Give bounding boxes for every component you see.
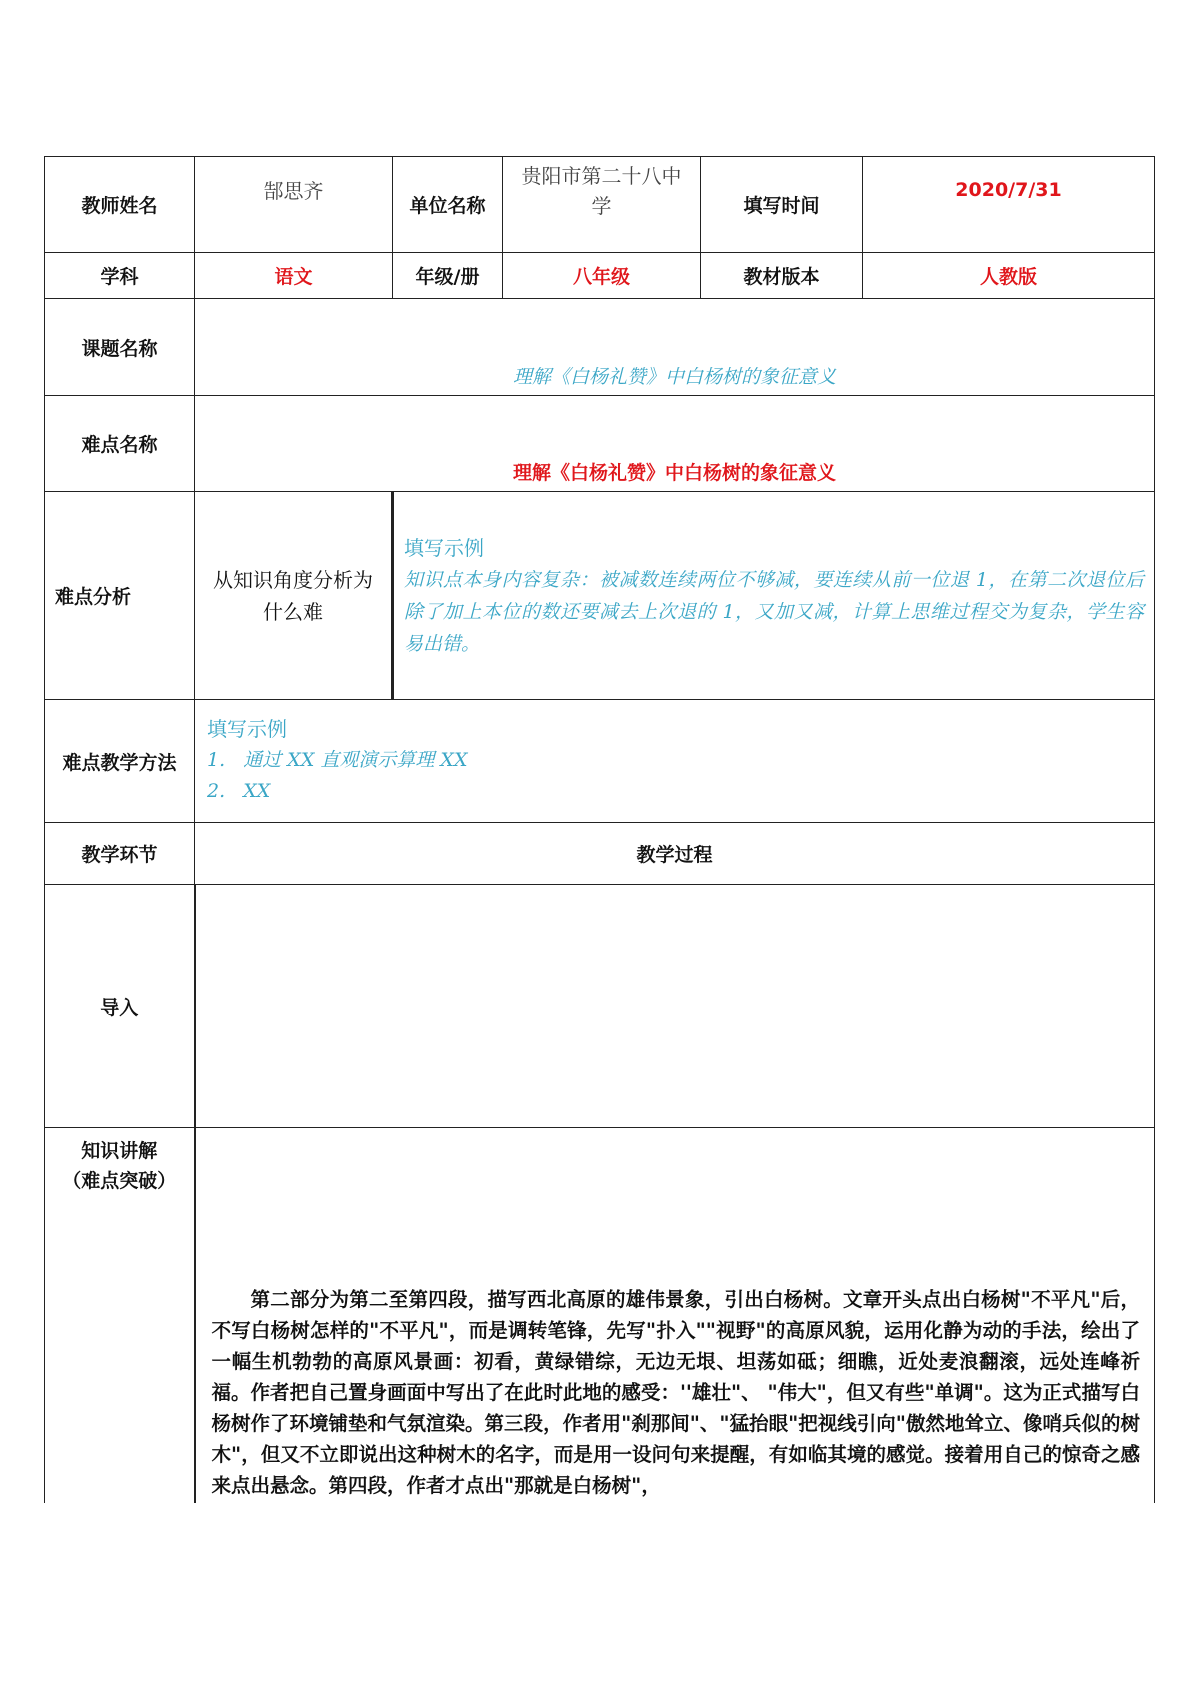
intro-label: 导入 bbox=[45, 885, 195, 1128]
analysis-row bbox=[45, 492, 1155, 700]
knowledge-label-cell bbox=[45, 1128, 195, 1503]
teacher-name-label: 教师姓名 bbox=[45, 157, 195, 253]
stage-label: 教学环节 bbox=[45, 823, 195, 885]
fill-date-label: 填写时间 bbox=[701, 157, 863, 253]
grade-value: 八年级 bbox=[503, 253, 701, 299]
method-row bbox=[45, 700, 1155, 823]
topic-row bbox=[45, 299, 1155, 396]
process-label: 教学过程 bbox=[195, 823, 1155, 885]
subject-value: 语文 bbox=[195, 253, 393, 299]
unit-name-value: 贵阳市第二十八中学 bbox=[503, 157, 701, 253]
knowledge-sub-label: （难点突破） bbox=[62, 1170, 177, 1192]
edition-value: 人教版 bbox=[863, 253, 1155, 299]
teacher-name-value: 郜思齐 bbox=[195, 157, 393, 253]
topic-label: 课题名称 bbox=[45, 299, 195, 396]
knowledge-content bbox=[195, 1128, 1155, 1503]
intro-content bbox=[195, 885, 1155, 1128]
knowledge-label: 知识讲解 bbox=[81, 1140, 158, 1162]
analysis-sub-label: 从知识角度分析为什么难 bbox=[195, 492, 393, 700]
knowledge-text: 第二部分为第二至第四段，描写西北高原的雄伟景象，引出白杨树。文章开头点出白杨树"不平凡"后，不写白杨树怎样的"不平凡"，而是调转笔锋，先写"扑入""视野"的高原风貌，运用化静为动的手法，绘出了一幅生机勃勃的高原风景画：初看，黄绿错综，无边无垠、坦荡如砥；细瞧，近处麦浪翻滚，远处连峰祈福。作者把自己置身画面中写出了在此时此地的感受：''雄壮"、 "伟大"，但又有些"单调"。这为正式描写白杨树作了环境铺垫和气氛渲染。第三段，作者用"刹那间"、"猛抬眼"把视线引向"傲然地耸立、像哨兵似的树木"，但又不立即说出这种树木的名字，而是用一设问句来提醒，有如临其境的感觉。接着用自己的惊奇之感来点出悬念。第四段，作者才点出"那就是白杨树"， bbox=[211, 1288, 1140, 1497]
process-header-row bbox=[45, 823, 1155, 885]
intro-row bbox=[45, 885, 1155, 1128]
method-label: 难点教学方法 bbox=[45, 700, 195, 823]
unit-name-label: 单位名称 bbox=[393, 157, 503, 253]
method-item-2: 2. XX bbox=[207, 780, 271, 802]
analysis-example-cell bbox=[393, 492, 1155, 700]
subject-label: 学科 bbox=[45, 253, 195, 299]
topic-value: 理解《白杨礼赞》中白杨树的象征意义 bbox=[512, 366, 836, 388]
grade-label: 年级/册 bbox=[393, 253, 503, 299]
method-item-1: 1. 通过 XX 直观演示算理 XX bbox=[207, 749, 468, 771]
difficulty-value: 理解《白杨礼赞》中白杨树的象征意义 bbox=[195, 396, 1155, 492]
method-example-title: 填写示例 bbox=[207, 717, 287, 741]
edition-label: 教材版本 bbox=[701, 253, 863, 299]
topic-cell bbox=[195, 299, 1155, 396]
analysis-example-title: 填写示例 bbox=[404, 536, 484, 560]
header-row-1 bbox=[45, 157, 1155, 253]
fill-date-value: 2020/7/31 bbox=[863, 157, 1155, 253]
analysis-example-text: 知识点本身内容复杂：被减数连续两位不够减，要连续从前一位退 1，在第二次退位后除了加上本位的数还要减去上次退的 1，又加又减，计算上思维过程交为复杂，学生容易出错。 bbox=[404, 569, 1144, 655]
lesson-plan-form bbox=[44, 156, 1154, 1503]
analysis-label: 难点分析 bbox=[45, 492, 195, 700]
knowledge-row bbox=[45, 1128, 1155, 1503]
method-cell bbox=[195, 700, 1155, 823]
difficulty-label: 难点名称 bbox=[45, 396, 195, 492]
header-row-2 bbox=[45, 253, 1155, 299]
difficulty-row bbox=[45, 396, 1155, 492]
lesson-plan-table bbox=[44, 156, 1155, 1503]
